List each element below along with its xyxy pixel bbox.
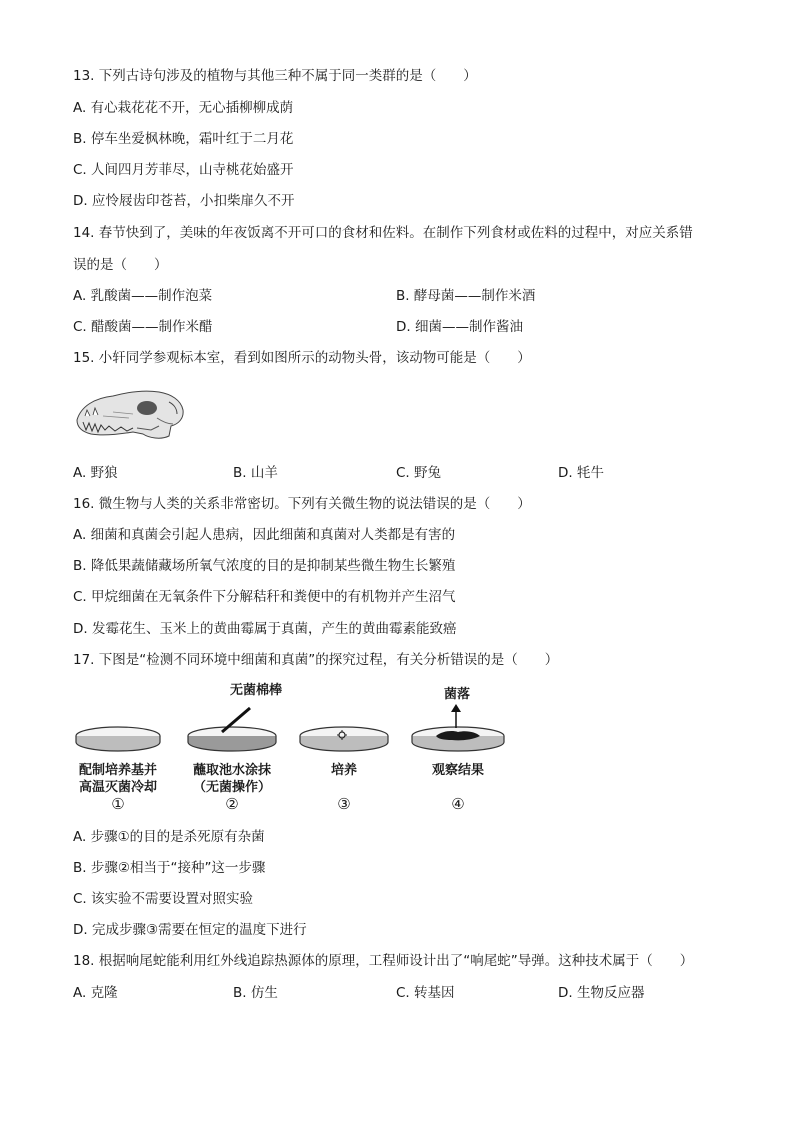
question-17-option-b: B. 步骤②相当于“接种”这一步骤 (73, 860, 266, 876)
question-14-stem-line1: 14. 春节快到了，美味的年夜饭离不开可口的食材和佐料。在制作下列食材或佐料的过程中，对应关系错 (73, 225, 693, 241)
question-14-option-a: A. 乳酸菌——制作泡菜 (73, 288, 213, 304)
question-16-option-c: C. 甲烷细菌在无氧条件下分解秸秆和粪便中的有机物并产生沼气 (73, 589, 456, 605)
question-13-option-c: C. 人间四月芳菲尽，山寺桃花始盛开 (73, 162, 294, 178)
question-18-option-c: C. 转基因 (396, 985, 455, 1001)
question-17-option-a: A. 步骤①的目的是杀死原有杂菌 (73, 829, 265, 845)
experiment-diagram (72, 680, 512, 820)
question-13-option-b: B. 停车坐爱枫林晚，霜叶红于二月花 (73, 131, 294, 147)
arrow-up-icon (451, 704, 461, 712)
question-15-option-b: B. 山羊 (233, 465, 278, 481)
step-4-label: 观察结果 ④ (412, 762, 504, 813)
colony-label: 菌落 (444, 687, 471, 702)
question-15-stem: 15. 小轩同学参观标本室，看到如图所示的动物头骨，该动物可能是（ ） (73, 350, 531, 366)
question-13-option-a: A. 有心栽花花不开，无心插柳柳成荫 (73, 100, 294, 116)
step-1-number: ① (111, 795, 125, 813)
question-16-option-b: B. 降低果蔬储藏场所氧气浓度的目的是抑制某些微生物生长繁殖 (73, 558, 456, 574)
question-15-option-c: C. 野兔 (396, 465, 442, 481)
step-1-label: 配制培养基并 高温灭菌冷却 ① (72, 762, 164, 813)
question-14-option-d: D. 细菌——制作酱油 (396, 319, 523, 335)
animal-skull-image (73, 386, 185, 444)
petri-dish-3 (300, 727, 388, 751)
petri-dish-2 (188, 708, 276, 751)
question-14-stem-line2: 误的是（ ） (73, 257, 168, 273)
question-16-option-d: D. 发霉花生、玉米上的黄曲霉属于真菌，产生的黄曲霉素能致癌 (73, 621, 457, 637)
swab-label: 无菌棉棒 (230, 683, 283, 698)
step-2-label: 蘸取池水涂抹 （无菌操作） ② (186, 762, 278, 813)
question-14-option-c: C. 醋酸菌——制作米醋 (73, 319, 213, 335)
question-14-option-b: B. 酵母菌——制作米酒 (396, 288, 536, 304)
step-4-number: ④ (451, 795, 465, 813)
petri-dish-4 (412, 704, 504, 751)
question-15-option-d: D. 牦牛 (558, 465, 604, 481)
question-16-option-a: A. 细菌和真菌会引起人患病，因此细菌和真菌对人类都是有害的 (73, 527, 456, 543)
question-15-option-a: A. 野狼 (73, 465, 118, 481)
step-3-number: ③ (337, 795, 351, 813)
question-17-option-d: D. 完成步骤③需要在恒定的温度下进行 (73, 922, 307, 938)
step-3-label: 培养 ③ (298, 762, 390, 813)
question-17-option-c: C. 该实验不需要设置对照实验 (73, 891, 254, 907)
step-2-number: ② (225, 795, 239, 813)
question-18-stem: 18. 根据响尾蛇能利用红外线追踪热源体的原理，工程师设计出了“响尾蛇”导弹。这种技术属于（ ） (73, 953, 694, 969)
question-18-option-b: B. 仿生 (233, 985, 278, 1001)
question-16-stem: 16. 微生物与人类的关系非常密切。下列有关微生物的说法错误的是（ ） (73, 496, 531, 512)
petri-dish-1 (76, 727, 160, 751)
question-13-stem: 13. 下列古诗句涉及的植物与其他三种不属于同一类群的是（ ） (73, 68, 477, 84)
question-18-option-a: A. 克隆 (73, 985, 118, 1001)
question-17-stem: 17. 下图是“检测不同环境中细菌和真菌”的探究过程，有关分析错误的是（ ） (73, 652, 559, 668)
question-18-option-d: D. 生物反应器 (558, 985, 645, 1001)
question-13-option-d: D. 应怜屐齿印苍苔，小扣柴扉久不开 (73, 193, 295, 209)
